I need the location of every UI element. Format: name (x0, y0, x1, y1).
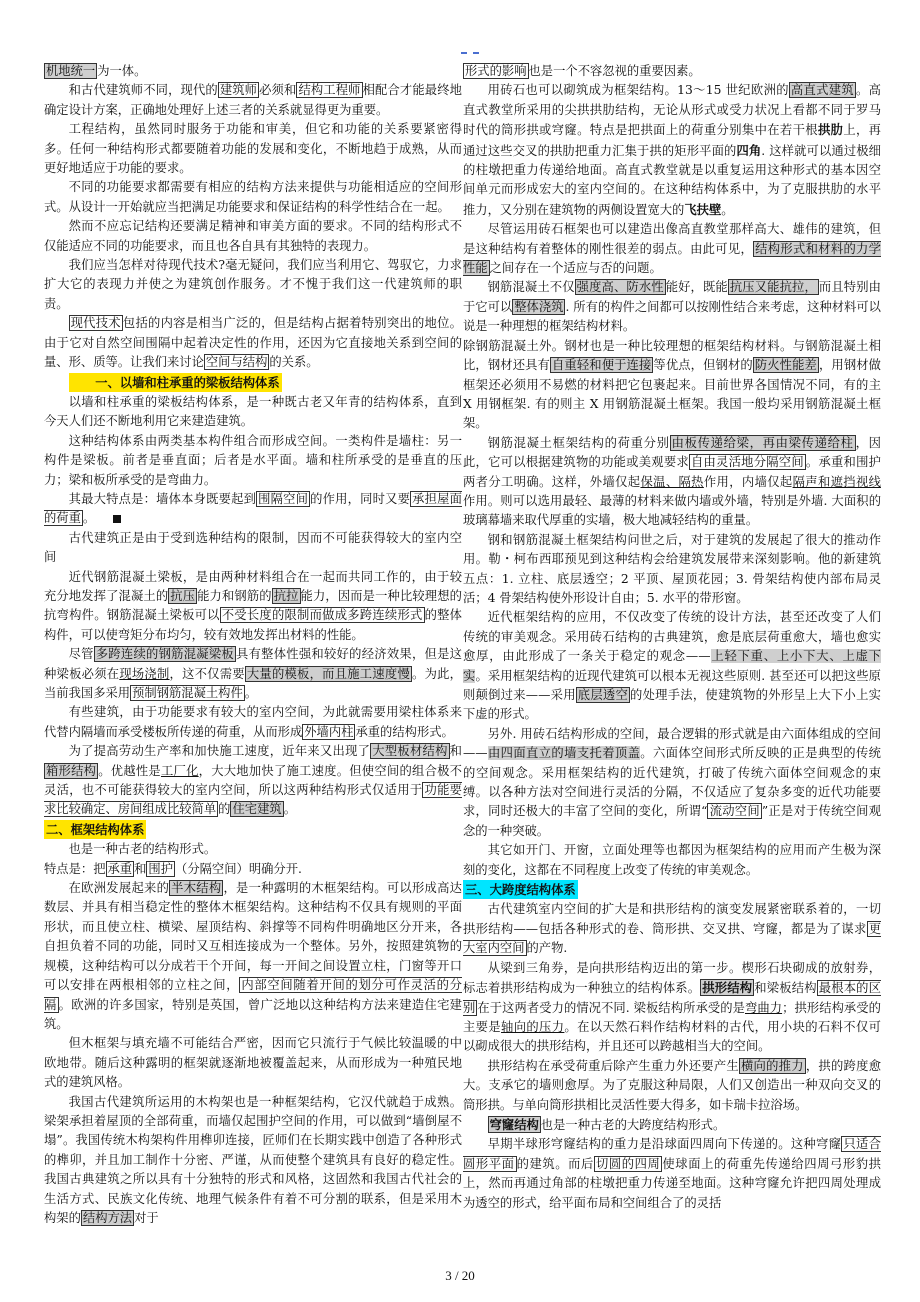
left-column (44, 62, 462, 1228)
highlighted-term: 箱形结构 (46, 763, 97, 778)
highlighted-term: 底层透空 (577, 688, 629, 702)
highlighted-term: 拱形结构 (702, 980, 753, 996)
paragraph: 钢筋混凝土不仅 强度高、防水性 能好，既能 抗压又能抗拉， 而且特别由于它可以 整体浇筑 . 所有的构件之间都可以按刚性结合来考虑，这种材料可以说是一种理想的框架结构材料。 (463, 280, 881, 334)
paragraph: 以墙和柱承重的梁板结构体系，是一种既古老又年青的结构体系，直到今天人们还不断地利用它来建造建筑。 (44, 394, 462, 429)
paragraph: 钢筋混凝土框架结构的荷重分别 由板传递给梁，再由梁传递给柱 ，因此，它可以根据建筑物的功能或美观要求 自由灵活地分隔空间 。承重和围护两者分工明确。这样，外墙仅起保温、隔热作用，内墙仅起隔声和遮挡视线作用。则可以选用最轻、最薄的材料来做内墙或外墙，特别是外墙. 大面积的玻璃幕墙来取代厚重的实墙，极大地减轻结构的重量。 (463, 435, 881, 528)
highlighted-term: 结构形式和材料的力学性能 (463, 241, 881, 276)
boxed-term: 流动空间 (709, 804, 760, 819)
boxed-term: 内部空间随着开间的划分可作灵活的分隔 (44, 978, 462, 1012)
boxed-term: 结构工程师 (298, 83, 361, 98)
boxed-term: 功能要求比较确定、房间组成比较简单 (44, 783, 462, 817)
boxed-term: 自由灵活地分隔空间 (690, 455, 804, 470)
paragraph: 特点是：把 承重 和 围护 （分隔空间）明确分开. (44, 861, 302, 876)
paragraph: 我们应当怎样对待现代技术?毫无疑问，我们应当利用它、驾驭它，力求扩大它的表现力并使之为建筑创作服务。才不愧于我们这一代建筑师的职责。 (44, 258, 462, 311)
paragraph: 也是一种古老的结构形式。 (68, 842, 217, 857)
paragraph: 其最大特点是：墙体本身既要起到 围隔空间 的作用，同时又要 承担屋面的荷重 。 (44, 491, 462, 526)
paragraph: 钢和钢筋混凝土框架结构问世之后，对于建筑的发展起了很大的推动作用。勒・柯布西耶预见到这种结构会给建筑发展带来深刻影响。他的新建筑五点：1. 立柱、底层透空；2 平顶、屋顶花园；3. 骨架结构使内部布局灵活；4 骨架结构使外形设计自由；5. 水平的带形窗。 (463, 532, 881, 605)
paragraph: 用砖石也可以砌筑成为框架结构。13～15 世纪欧洲的 高直式建筑 。高直式教堂所采用的尖拱拱肋结构，无论从形式或受力状况上看都不同于罗马时代的筒形拱或穹窿。特点是把拱面上的荷重分别集中在若干根拱肋上，再通过这些交叉的拱肋把重力汇集于拱的矩形平面的四角. 这样就可以通过极细的柱墩把重力传递给地面。高直式教堂就是以重复运用这种形式的基本因空间单元而形成宏大的室内空间的。在这种结构体系中，为了克服拱肋的水平推力，又分别在建筑物的两侧设置宽大的飞扶壁。 (463, 83, 881, 217)
highlighted-term: 高直式建筑 (790, 83, 855, 98)
boxed-term: 不受长度的限制而做成多跨连续形式 (221, 608, 423, 623)
paragraph: 近代框架结构的应用，不仅改变了传统的设计方法，甚至还改变了人们传统的审美观念。采用砖石结构的古典建筑，愈是底层荷重愈大，墙也愈实愈厚，由此形成了一条关于稳定的观念——上轻下重、上小下大、上虚下实。采用框架结构的近现代建筑可以根本无视这些原则. 甚至还可以把这些原则颠倒过来——采用 底层透空 的处理手法，使建筑物的外形呈上大下小上实下虚的形式。 (463, 610, 881, 722)
highlighted-term: 机地统一 (46, 64, 96, 78)
paragraph: 在欧洲发展起来的 半木结构 ，是一种露明的木框架结构。可以形成高达数层、并具有相当稳定性的整体木框架结构。这种结构不仅具有规则的平面形状，而且使立柱、横梁、屋顶结构、斜撑等不同构件明确地区分开来，各自担负着不同的功能，同时又互相连接成为一个整体。另外，按照建筑物的规模，这种结构可以分成若干个开间，每一开间之间设置立柱，门窗等开口可以安排在两根相邻的立柱之间， 内部空间随着开间的划分可作灵活的分隔 。欧洲的许多国家，特别是英国，曾广泛地以这种结构方法来建造住宅建筑。 (44, 881, 462, 1031)
section-heading-3: 三、大跨度结构体系 (463, 880, 881, 900)
bullet-square-icon (113, 515, 121, 523)
boxed-term: 只适合圆形平面 (463, 1137, 881, 1171)
page-number: 3 / 20 (445, 1268, 475, 1283)
paragraph: 然而不应忘记结构还要满足精神和审美方面的要求。不同的结构形式不仅能适应不同的功能要求，而且也各自具有其独特的表现力。 (44, 219, 462, 253)
paragraph: 拱形结构在承受荷重后除产生重力外还要产生 横向的推力 ，拱的跨度愈大。支承它的墙则愈厚。为了克服这种局限，人们又创造出一种双向交叉的筒形拱。与单向筒形拱相比灵活性要大得多，如卡瑞卡拉浴场。 (463, 1058, 881, 1112)
highlighted-term: 抗拉 (273, 588, 299, 603)
paragraph: 古代建筑正是由于受到选种结构的限制，因而不可能获得较大的室内空间 (44, 530, 462, 565)
paragraph: 尽管 多跨连续的钢筋混凝梁板 具有整体性强和较好的经济效果，但是这种梁板必须在现场浇制，这不仅需要 大量的模板，而且施工速度慢 。为此，当前我国多采用 预制钢筋混凝土构件 。 (44, 647, 462, 700)
highlighted-term: 住宅建筑 (232, 802, 282, 817)
boxed-term: 形式的影响 (465, 64, 527, 78)
paragraph: 机地统一 为一体。 (46, 64, 147, 78)
boxed-term: 最根本的区别 (463, 981, 881, 1015)
paragraph: 工程结构，虽然同时服务于功能和审美，但它和功能的关系要紧密得多。任何一种结构形式都要随着功能的发展和变化，不断地趋于成熟，从而更好地适应于功能的要求。 (44, 122, 462, 176)
paragraph: 其它如开门、开窗，立面处理等也都因为框架结构的应用而产生极为深刻的变化，这都在不同程度上改变了传统的审美观念。 (463, 843, 881, 877)
paragraph: 古代建筑室内空间的扩大是和拱形结构的演变发展紧密联系着的，一切拱形结构——包括各种形式的卷、筒形拱、交叉拱、穹窿，都是为了谋求 更大室内空间 的产物. (463, 902, 881, 956)
highlighted-term: 多跨连续的钢筋混凝梁板 (95, 647, 234, 662)
boxed-term: 承重 (107, 861, 133, 876)
paragraph: 尽管运用砖石框架也可以建造出像高直教堂那样高大、雄伟的建筑，但是这种结构有着整体的刚性很差的弱点。由此可见， 结构形式和材料的力学性能 之间存在一个适应与否的问题。 (463, 222, 881, 276)
boxed-term: 切圆的四周 (595, 1156, 661, 1171)
boxed-term: 更大室内空间 (463, 921, 881, 956)
highlighted-term: 大量的模板，而且施工速度慢 (246, 666, 411, 681)
paragraph: 现代技术 包括的内容是相当广泛的，但是结构占据着特别突出的地位。由于它对自然空间围隔中起着决定性的作用，还因为它直接地关系到空间的量、形、质等。让我们来讨论 空间与结构 的关系。 (44, 316, 462, 370)
highlighted-term: 整体浇筑 (514, 299, 564, 314)
paragraph: 从梁到三角券，是向拱形结构迈出的第一步。楔形石块砌成的放射券，标志着拱形结构成为一种独立的结构体系。 拱形结构 和梁板结构 最根本的区别 在于这两者受力的情况不同. 梁板结构所承受的是弯曲力；拱形结构承受的主要是轴向的压力。在以天然石料作结构材料的古代，用小块的石料不仅可以砌成很大的拱形结构，并且还可以跨越相当大的空间。 (463, 960, 881, 1054)
highlighted-term: 横向的推力 (740, 1058, 804, 1073)
paragraph: 形式的影响 也是一个不容忽视的重要因素。 (465, 64, 701, 78)
paragraph: 早期半球形穹窿结构的重力是沿球面四周向下传递的。这种穹窿 只适合圆形平面 的建筑。而后 切圆的四周 使球面上的荷重先传递给四周弓形豹拱上，然而再通过角部的柱墩把重力传递至地面。这种穹窿允许把四周处理成为透空的形式，给平面布局和空间组合了的灵括 (463, 1137, 881, 1210)
highlighted-term: 半木结构 (171, 881, 222, 896)
highlighted-term: 抗压又能抗拉， (729, 280, 817, 295)
underlined-term: 隔声和遮挡视线 (792, 474, 881, 489)
paragraph: 我国古代建筑所运用的木构架也是一种框架结构，它汉代就趋于成熟。梁架承担着屋顶的全部荷重，而墙仅起围护空间的作用，可以做到“墙倒屋不塌”。我国传统木构架构件用榫卯连接，匠师们在长期实践中创造了各种形式的榫卯，并且加工制作十分密、严谨，从而使整个建筑具有良好的稳定性。我国古典建筑之所以具有十分独特的形式和风格，这固然和我国古代社会的生活方式、民族文化传统、地理气候条件有着不可分割的联系，但是采用木构架的 结构方法 对于 (44, 1094, 462, 1225)
section-heading-1: 一、以墙和柱承重的梁板结构体系 (44, 373, 462, 393)
underlined-term: 轴向的压力 (501, 1019, 565, 1034)
boxed-term: 现代技术 (70, 316, 121, 331)
highlighted-term: 大型板材结构 (372, 744, 448, 759)
boxed-term: 预制钢筋混凝土构件 (132, 686, 243, 700)
highlighted-term: 结构方法 (82, 1210, 133, 1225)
paragraph: 这种结构体系由两类基本构件组合而形成空间。一类构件是墙柱：另一构件是梁板。前者是垂直面；后者是水平面。墙和柱所承受的是垂直的压力；梁和板所承受的是弯曲力。 (44, 433, 462, 487)
boxed-term: 围护 (148, 861, 174, 876)
boxed-term: 建筑师 (219, 83, 258, 98)
underlined-term: 弯曲力 (744, 1000, 783, 1015)
highlighted-term: 上轻下重、上小下大、上虚下实 (463, 649, 881, 683)
boxed-term: 外墙内柱 (304, 724, 354, 739)
paragraph: 穹窿结构 也是一种古老的大跨度结构形式。 (489, 1116, 726, 1132)
underlined-term: 保温、隔热 (640, 474, 704, 489)
paragraph: 近代钢筋混凝土梁板，是由两种材料组合在一起而共同工作的，由于较充分地发挥了混凝土的 抗压 能力和钢筋的 抗拉 能力，因而是一种比较理想的抗弯构件。钢筋混凝土梁板可以 不受长度的限制而做成多跨连续形式 的整体构件，可以使弯矩分布均匀，较有效地发挥出材料的性能。 (44, 569, 462, 642)
paragraph: 但木框架与填充墙不可能结合严密，因而它只流行于气候比较温暖的中欧地带。随后这种露明的框架就逐渐地被覆盖起来，从而形成为一种殖民地式的建筑风格。 (44, 1036, 462, 1090)
boxed-term: 空间与结构 (205, 355, 268, 370)
right-column (463, 62, 881, 1213)
paragraph: 除钢筋混凝土外。钢材也是一种比较理想的框架结构材料。与钢筋混凝土相比，钢材还具有 自重轻和便于连接 等优点，但钢材的 防火性能差 ，用钢材做框架还必须用不易燃的材料把它包裹起来。目前世界各国情况不同，有的主 X 用钢框架. 有的则主 X 用钢筋混凝土框架。我国一般均采用钢筋混凝土框架。 (463, 338, 881, 431)
boxed-term: 承担屋面的荷重 (44, 491, 462, 526)
highlighted-term: 强度高、防水性 (576, 280, 664, 295)
paragraph: 为了提高劳动生产率和加快施工速度，近年来又出现了 大型板材结构 和箱形结构 。优越性是工厂化，大大地加快了施工速度。但使空间的组合极不灵活，也不可能获得较大的室内空间，所以这两种结构形式仅适用于 功能要求比较确定、房间组成比较简单 的 住宅建筑 。 (44, 744, 462, 817)
boxed-term: 围隔空间 (258, 491, 309, 506)
highlighted-term: 抗压 (170, 588, 196, 603)
underlined-term: 现场浇制 (119, 666, 170, 681)
paragraph: 不同的功能要求都需要有相应的结构方法来提供与功能相适应的空间形式。从设计一开始就应当把满足功能要求和保证结构的科学性结合在一起。 (44, 180, 462, 214)
highlighted-term: 自重轻和便于连接 (551, 358, 652, 373)
highlighted-term: 防火性能差 (754, 358, 817, 373)
highlighted-term: 由板传递给梁，再由梁传递给柱 (671, 435, 854, 450)
underlined-term: 工厂化 (160, 763, 199, 778)
paragraph: 另外. 用砖石结构形成的空间，最合逻辑的形式就是由六面体组成的空间——由四面直立的墙支托着顶盖。六面体空间形式所反映的正是典型的传统的空间观念。采用框架结构的近代建筑，打破了传统六面体空间观念的束缚。以各种方法对空间进行灵活的分隔，不仅适应了复杂多变的近代功能要求，同时还极大的丰富了空间的变化，所谓“ 流动空间 ”正是对于传统空间观念的一种突破。 (463, 726, 881, 838)
paragraph: 和古代建筑师不同，现代的 建筑师 必须和 结构工程师 相配合才能最终地确定设计方案，正确地处理好上述三者的关系就显得更为重要。 (44, 83, 462, 117)
section-heading-2: 二、框架结构体系 (44, 820, 462, 840)
page-break-mark (461, 52, 479, 56)
highlighted-term: 由四面直立的墙支托着顶盖 (487, 746, 641, 761)
highlighted-term: 穹窿结构 (489, 1116, 539, 1132)
paragraph: 有些建筑，由于功能要求有较大的室内空间，为此就需要用梁柱体系来代替内隔墙而承受楼板所传递的荷重，从而形成 外墙内柱 承重的结构形式。 (44, 705, 462, 739)
